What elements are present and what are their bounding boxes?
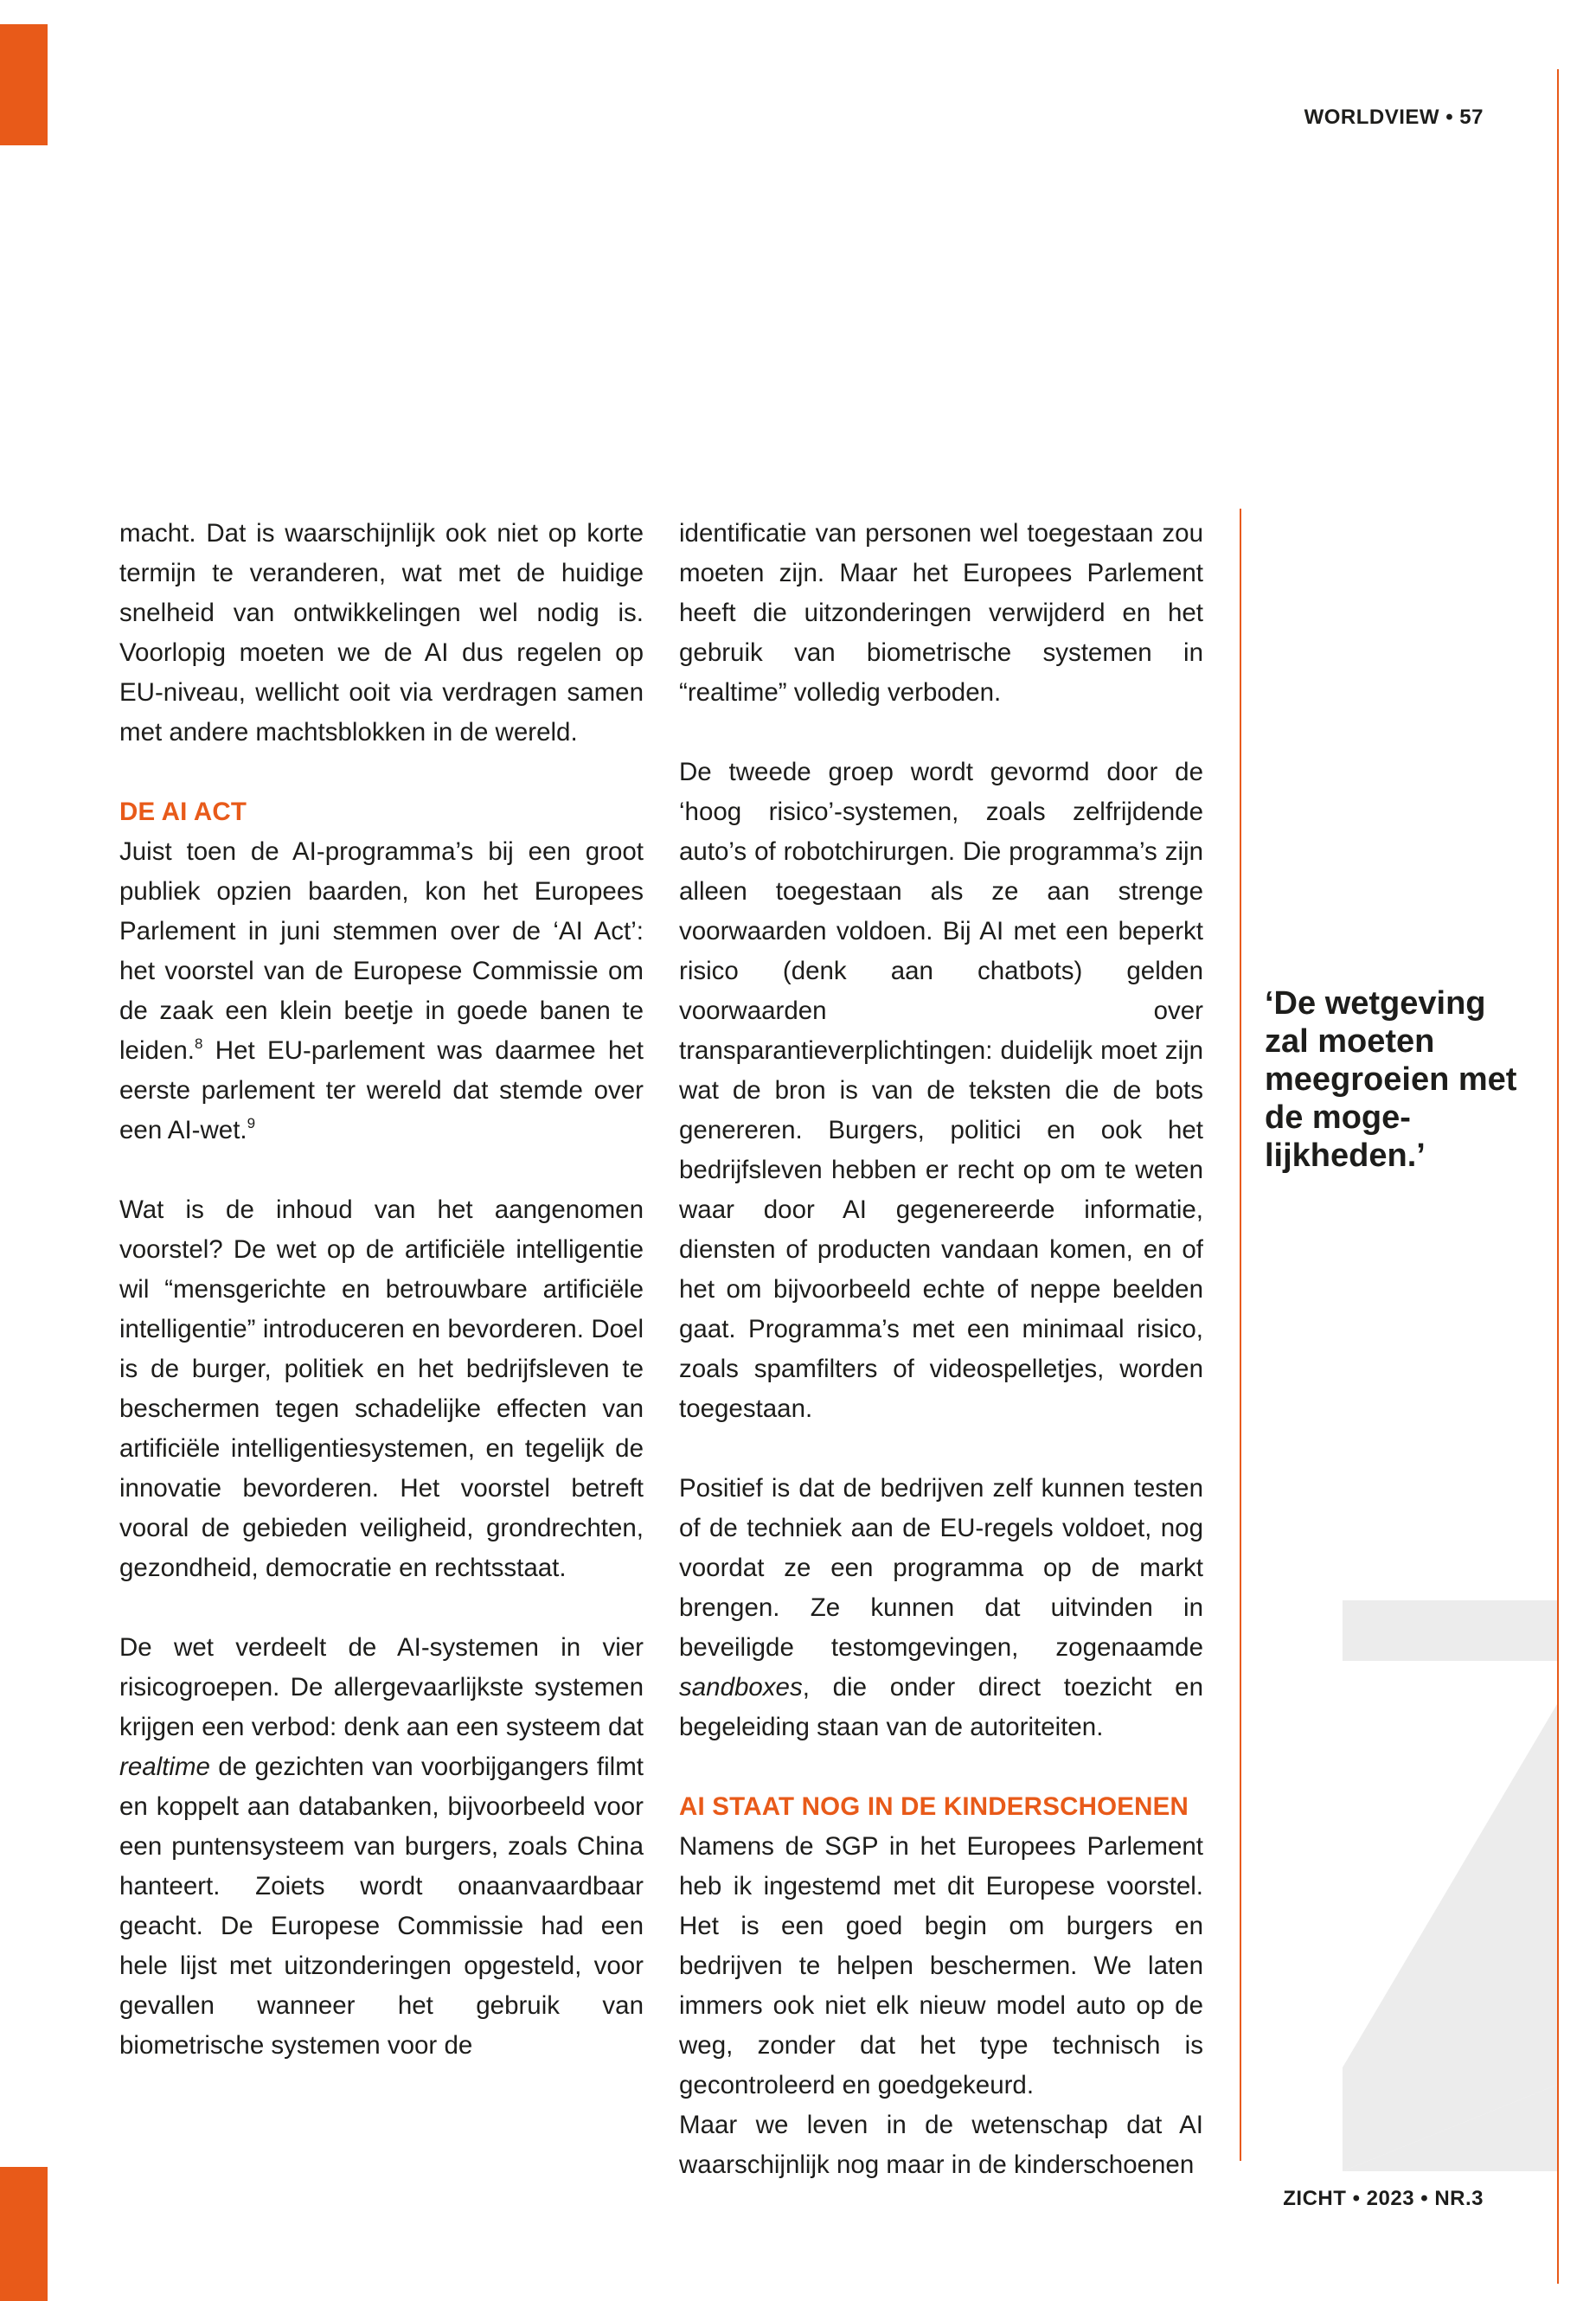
- section-heading: DE AI ACT: [119, 798, 247, 826]
- text-run: , die onder direct toezicht en begeleiding staan van de autoriteiten.: [679, 1673, 1203, 1741]
- paragraph: Wat is de inhoud van het aangenomen voorstel? De wet op de artificiële intelligentie wil “mensgerichte en betrouwbare artificiële intelligentie” introduceren en bevorderen. Doel is de burger, politiek en het bedrijfsleven te beschermen tegen schadelijke effecten van artificiële intelligentiesystemen, en tegelijk de innovatie bevorderen. Het voorstel betreft vooral de gebieden veiligheid, grondrechten, gezondheid, democratie en rechtsstaat.: [119, 1195, 644, 1582]
- italic-term: sandboxes: [679, 1673, 803, 1702]
- decor-fill-shape: [1343, 1600, 1557, 2171]
- decorative-z-shape: [1343, 1600, 1557, 2171]
- orange-edge-tab-bottom: [0, 2167, 48, 2301]
- pull-quote: ‘De wetgeving zal moeten meegroeien met de moge-lijkheden.’: [1265, 985, 1517, 1174]
- footer-separator: •: [1352, 2187, 1361, 2210]
- paragraph: De tweede groep wordt gevormd door de ‘hoog risico’-systemen, zoals zelfrijdende auto’s of robotchirurgen. Die programma’s zijn alleen toegestaan als ze aan strenge voorwaarden voldoen. Bij AI met een beperkt risico (denk aan chatbots) gelden voorwaarden over transparantieverplichtingen: duidelijk moet zijn wat de bron is van de teksten die de bots genereren. Burgers, politici en ook het bedrijfsleven hebben er recht op om te weten waar door AI gegenereerde informatie, diensten of producten vandaan komen, en of het om bijvoorbeeld echte of neppe beelden gaat. Programma’s met een minimaal risico, zoals spamfilters of videospelletjes, worden toegestaan.: [679, 758, 1203, 1423]
- paragraph: [679, 1469, 1203, 1747]
- text-run: Het EU-parlement was daarmee het eerste parlement ter wereld dat stemde over een AI-wet.: [119, 1036, 644, 1144]
- page-edge-rule: [1557, 69, 1559, 2284]
- publication-year: 2023: [1366, 2187, 1415, 2210]
- text-run: Positief is dat de bedrijven zelf kunnen testen of de techniek aan de EU-regels voldoet, nog voordat ze een programma op de markt brengen. Ze kunnen dat uitvinden in beveiligde testomgevingen, zogenaamde: [679, 1474, 1203, 1662]
- text-run: de gezichten van voorbijgangers filmt en koppelt aan databanken, bijvoorbeeld voor een puntensysteem van burgers, zoals China hanteert. Zoiets wordt onaanvaardbaar geacht. De Europese Commissie had een hele lijst met uitzonderingen opgesteld, voor gevallen wanneer het gebruik van biometrische systemen voor de: [119, 1753, 644, 2060]
- middle-column: [679, 514, 1203, 2185]
- section-name: WORLDVIEW: [1304, 106, 1440, 129]
- footnote-ref: 8: [194, 1035, 203, 1052]
- italic-term: realtime: [119, 1753, 210, 1781]
- paragraph: [119, 832, 644, 1150]
- left-column: [119, 514, 644, 2066]
- running-header: [1304, 106, 1484, 130]
- text-run: De wet verdeelt de AI-systemen in vier risicogroepen. De allergevaarlijkste systemen krijgen een verbod: denk aan een systeem dat: [119, 1633, 644, 1741]
- text-run: Juist toen de AI-programma’s bij een groot publiek opzien baarden, kon het Europees Parlement in juni stemmen over de ‘AI Act’: het voorstel van de Europese Commissie om de zaak een klein beetje in goede banen te leiden.: [119, 837, 644, 1065]
- paragraph: macht. Dat is waarschijnlijk ook niet op korte termijn te veranderen, wat met de huidige snelheid van ontwikkelingen wel nodig is. Voorlopig moeten we de AI dus regelen op EU-niveau, wellicht ooit via verdragen samen met andere machtsblokken in de wereld.: [119, 519, 644, 747]
- paragraph: [119, 1628, 644, 2066]
- paragraph: identificatie van personen wel toegestaan zou moeten zijn. Maar het Europees Parlement heeft die uitzonderingen verwijderd en het gebruik van biometrische systemen in “realtime” volledig verboden.: [679, 519, 1203, 707]
- publication-name: ZICHT: [1283, 2187, 1347, 2210]
- issue-number: NR.3: [1434, 2187, 1484, 2210]
- pull-quote-divider: [1240, 509, 1241, 2161]
- footnote-ref: 9: [247, 1115, 256, 1131]
- header-separator: •: [1445, 106, 1454, 129]
- page-number: 57: [1459, 106, 1484, 129]
- section-heading: AI STAAT NOG IN DE KINDERSCHOENEN: [679, 1792, 1189, 1821]
- orange-edge-tab-top: [0, 24, 48, 145]
- footer-separator: •: [1420, 2187, 1429, 2210]
- running-footer: [1283, 2187, 1484, 2211]
- paragraph: Namens de SGP in het Europees Parlement heb ik ingestemd met dit Europese voorstel. Het is een goed begin om burgers en bedrijven te helpen beschermen. We laten immers ook niet elk nieuw model auto op de weg, zonder dat het type technisch is gecontroleerd en goedgekeurd.: [679, 1832, 1203, 2099]
- paragraph: Maar we leven in de wetenschap dat AI waarschijnlijk nog maar in de kinderschoenen: [679, 2111, 1203, 2179]
